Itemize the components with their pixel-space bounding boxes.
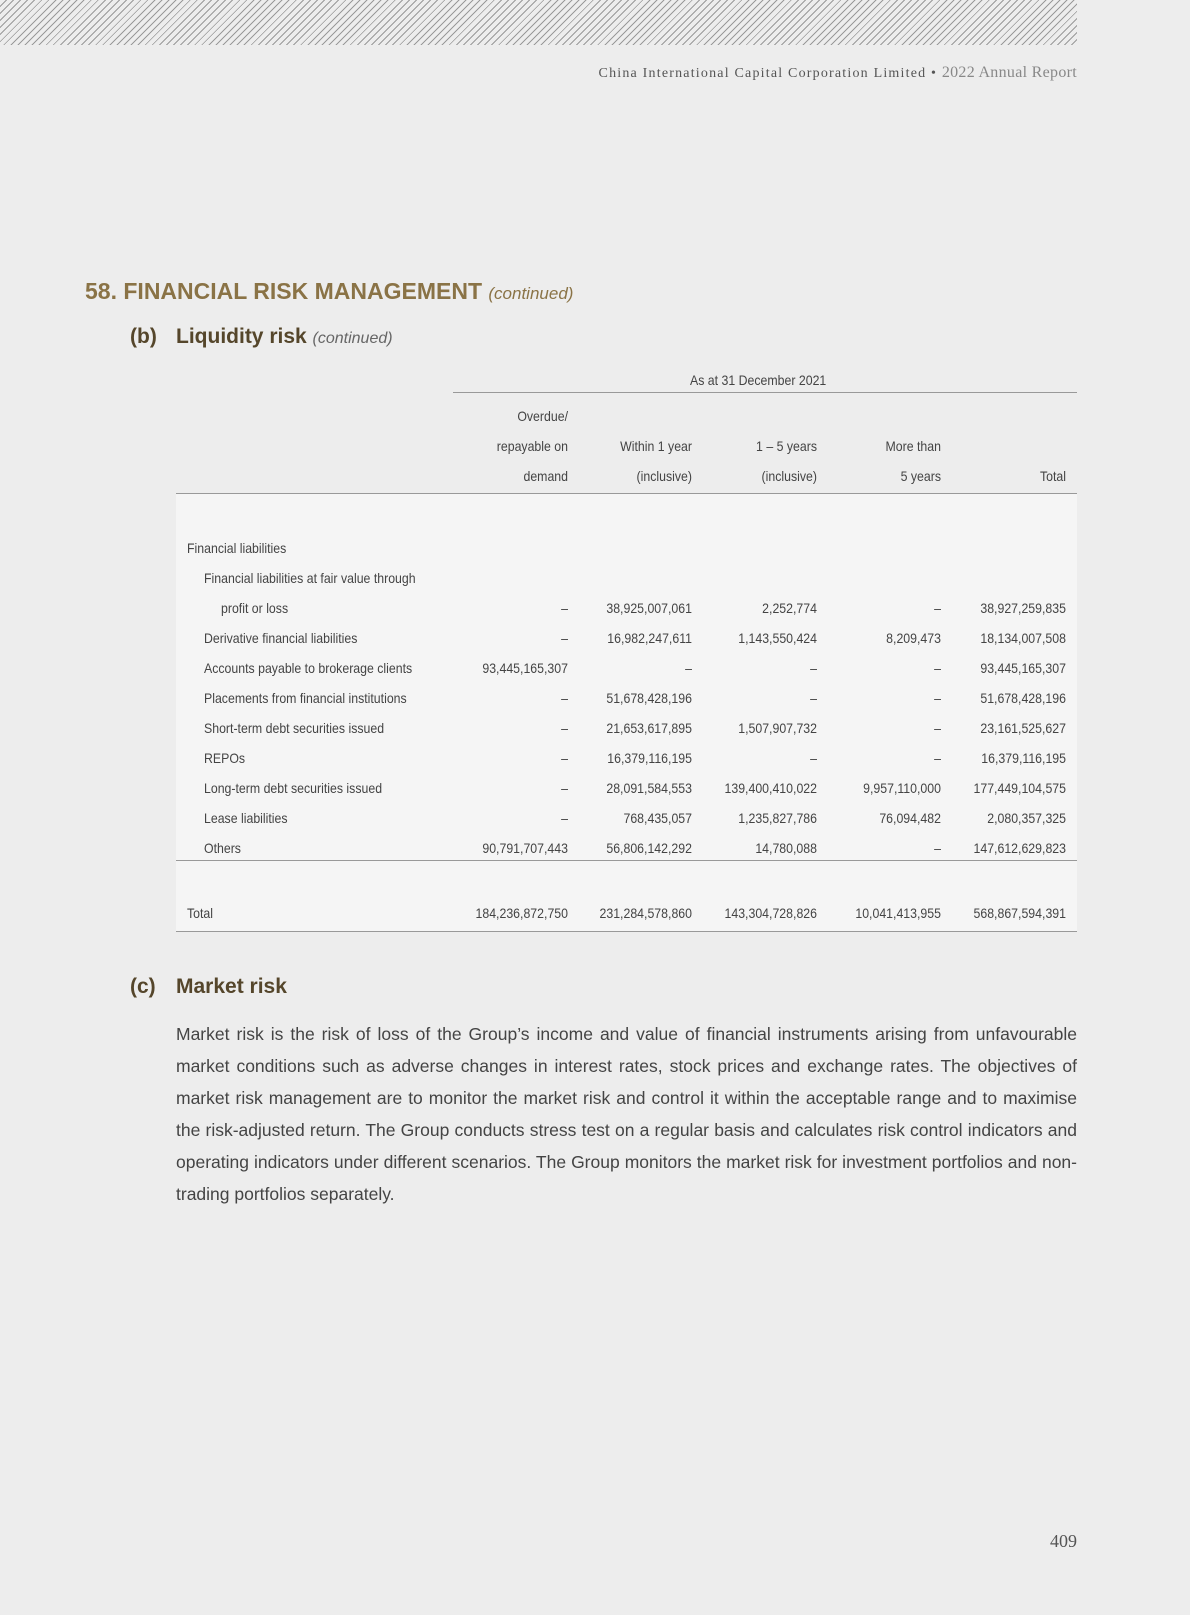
table-cell: 16,379,116,195 <box>607 750 692 766</box>
table-cell: – <box>561 720 568 736</box>
column-header: Overdue/ <box>517 408 568 424</box>
liquidity-table <box>176 494 1077 932</box>
column-header: 1 – 5 years <box>756 438 817 454</box>
total-label: Total <box>187 905 214 921</box>
table-cell: 1,235,827,786 <box>738 810 817 826</box>
row-label: Placements from financial institutions <box>204 690 407 706</box>
market-risk-paragraph: Market risk is the risk of loss of the Group’s income and value of financial instruments arising from unfavourable market conditions such as adverse changes in interest rates, stock prices and exchange rates. The objectives of market risk management are to monitor the market risk and control it within the acceptable range and to maximise the risk-adjusted return. The Group conducts stress test on a regular basis and calculates risk control indicators and operating indicators under different scenarios. The Group monitors the market risk for investment portfolios and non-trading portfolios separately. <box>176 1024 1077 1204</box>
row-label: REPOs <box>204 750 246 766</box>
table-cell: – <box>561 600 568 616</box>
table-cell: – <box>934 660 941 676</box>
table-cell: 147,612,629,823 <box>973 840 1066 856</box>
column-header: (inclusive) <box>761 468 817 484</box>
column-header: Within 1 year <box>620 438 692 454</box>
column-header: 5 years <box>900 468 941 484</box>
table-cell: – <box>810 660 817 676</box>
total-cell: 143,304,728,826 <box>724 905 817 921</box>
table-cell: 139,400,410,022 <box>724 780 817 796</box>
table-cell: – <box>810 690 817 706</box>
table-cell: 90,791,707,443 <box>482 840 568 856</box>
row-label: Derivative financial liabilities <box>204 630 358 646</box>
table-cell: 21,653,617,895 <box>606 720 692 736</box>
table-cell: – <box>561 810 568 826</box>
subsection-title: Liquidity risk <box>176 325 307 348</box>
table-cell: – <box>934 840 941 856</box>
table-cell: 9,957,110,000 <box>863 780 941 796</box>
row-label: Long-term debt securities issued <box>204 780 383 796</box>
row-label: Lease liabilities <box>204 810 288 826</box>
table-cell: – <box>561 780 568 796</box>
header-hatch-band <box>0 0 1077 45</box>
table-cell: 1,143,550,424 <box>738 630 817 646</box>
row-label: Financial liabilities at fair value through <box>204 570 416 586</box>
subtotal-rule <box>176 860 1077 861</box>
table-cell: – <box>561 750 568 766</box>
table-cell: 51,678,428,196 <box>980 690 1066 706</box>
table-cell: 38,927,259,835 <box>980 600 1066 616</box>
table-cell: 16,379,116,195 <box>981 750 1066 766</box>
table-cell: 8,209,473 <box>886 630 941 646</box>
column-header: repayable on <box>496 438 568 454</box>
table-cell: – <box>934 600 941 616</box>
row-label: Others <box>204 840 241 856</box>
table-cell: – <box>561 630 568 646</box>
table-cell: 1,507,907,732 <box>738 720 817 736</box>
table-cell: 768,435,057 <box>623 810 692 826</box>
section-heading <box>85 278 573 305</box>
table-cell: 2,252,774 <box>762 600 817 616</box>
subsection-b-heading <box>130 325 393 349</box>
subsection-c-heading <box>130 975 287 999</box>
row-label: Short-term debt securities issued <box>204 720 385 736</box>
section-number: 58. <box>85 278 117 304</box>
table-cell: 18,134,007,508 <box>980 630 1066 646</box>
period-rule <box>453 392 1077 393</box>
table-cell: – <box>810 750 817 766</box>
table-cell: 38,925,007,061 <box>606 600 692 616</box>
page-number: 409 <box>1050 1531 1077 1551</box>
report-title: 2022 Annual Report <box>941 64 1077 81</box>
subsection-label: (b) <box>130 325 157 348</box>
table-cell: – <box>685 660 692 676</box>
table-cell: 16,982,247,611 <box>607 630 692 646</box>
table-cell: 177,449,104,575 <box>973 780 1066 796</box>
table-cell: – <box>561 690 568 706</box>
column-header: demand <box>523 468 568 484</box>
company-name: China International Capital Corporation Limited <box>598 66 927 81</box>
column-header: Total <box>1039 468 1066 484</box>
header-rule <box>176 493 1077 494</box>
row-label: profit or loss <box>221 600 289 616</box>
table-period: As at 31 December 2021 <box>690 372 827 388</box>
subsection-continued: (continued) <box>312 330 393 347</box>
running-header <box>599 64 1077 82</box>
total-cell: 10,041,413,955 <box>855 905 941 921</box>
table-cell: 93,445,165,307 <box>980 660 1066 676</box>
table-cell: – <box>934 720 941 736</box>
column-header: More than <box>885 438 941 454</box>
total-cell: 184,236,872,750 <box>475 905 568 921</box>
row-label: Accounts payable to brokerage clients <box>204 660 413 676</box>
total-cell: 568,867,594,391 <box>973 905 1066 921</box>
subsection-title: Market risk <box>176 975 287 998</box>
table-cell: 2,080,357,325 <box>987 810 1066 826</box>
table-cell: 28,091,584,553 <box>606 780 692 796</box>
section-title: FINANCIAL RISK MANAGEMENT <box>123 278 482 304</box>
table-cell: – <box>934 690 941 706</box>
group-label: Financial liabilities <box>187 540 287 556</box>
table-cell: 14,780,088 <box>755 840 817 856</box>
table-cell: 51,678,428,196 <box>606 690 692 706</box>
column-header: (inclusive) <box>636 468 692 484</box>
subsection-label: (c) <box>130 975 156 998</box>
table-cell: 93,445,165,307 <box>482 660 568 676</box>
table-cell: 23,161,525,627 <box>980 720 1066 736</box>
bullet: • <box>931 66 938 81</box>
table-cell: – <box>934 750 941 766</box>
table-cell: 76,094,482 <box>879 810 941 826</box>
table-cell: 56,806,142,292 <box>606 840 692 856</box>
section-continued: (continued) <box>488 284 574 303</box>
total-cell: 231,284,578,860 <box>599 905 692 921</box>
bottom-rule <box>176 931 1077 932</box>
